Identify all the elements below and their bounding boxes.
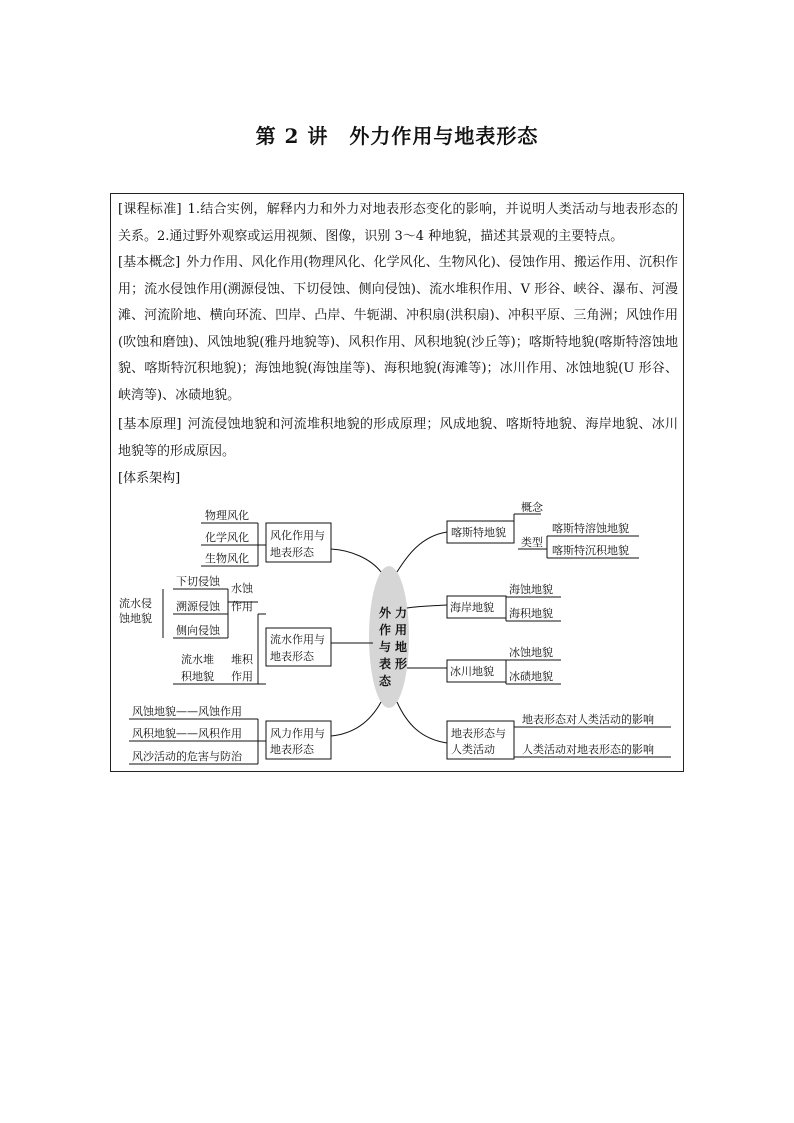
fluvial-erosion-group: 流水侵 — [119, 597, 152, 610]
fluvial-deposit-label: 堆积 — [231, 653, 253, 666]
wind-label: 风力作用与 — [270, 727, 325, 740]
human-item: 地表形态对人类活动的影响 — [522, 713, 654, 726]
principles-text: 河流侵蚀地貌和河流堆积地貌的形成原理；风成地貌、喀斯特地貌、海岸地貌、冰川地貌等的形成原因。 — [118, 417, 678, 459]
fluvial-erosion-item: 溯源侵蚀 — [176, 600, 220, 613]
concepts-tag: [基本概念] — [118, 255, 181, 270]
glacier-item: 冰蚀地貌 — [509, 646, 553, 659]
center-char: 态 — [379, 674, 392, 688]
weathering-item: 生物风化 — [205, 552, 249, 565]
concepts-text: 外力作用、风化作用(物理风化、化学风化、生物风化)、侵蚀作用、搬运作用、沉积作用；流水侵蚀作用(溯源侵蚀、下切侵蚀、侧向侵蚀)、流水堆积作用、V 形谷、峡谷、瀑布、河漫滩、河流阶地、横向环流、凹岸、凸岸、牛轭湖、冲积扇(洪积扇)、冲积平原、三角洲；风蚀作用(吹蚀和磨蚀)、风蚀地貌(雅丹地貌等)、风积作用、风积地貌(沙丘等)；喀斯特地貌(喀斯特溶蚀地貌、喀斯特沉积地貌)；海蚀地貌(海蚀崖等)、海积地貌(海滩等)；冰川作用、冰蚀地貌(U 形谷、峡湾等)、冰碛地貌。 — [118, 255, 678, 403]
center-char: 与 — [379, 640, 392, 654]
fluvial-erosion-label: 作用 — [231, 600, 253, 613]
fluvial-deposit-group: 积地貌 — [181, 670, 214, 683]
fluvial-erosion-group: 蚀地貌 — [119, 612, 152, 625]
connector — [331, 549, 381, 572]
principles-tag: [基本原理] — [118, 417, 182, 432]
fluvial-erosion-item: 侧向侵蚀 — [176, 624, 220, 637]
center-char: 外 — [379, 606, 392, 620]
center-char: 用 — [395, 623, 408, 637]
fluvial-label: 地表形态 — [270, 650, 314, 663]
glacier-label: 冰川地貌 — [450, 665, 494, 678]
glacier-item: 冰碛地貌 — [509, 670, 553, 683]
coast-item: 海积地貌 — [509, 607, 553, 620]
weathering-label: 风化作用与 — [270, 529, 325, 542]
standard-tag: [课程标准] — [118, 202, 182, 217]
fluvial-label: 流水作用与 — [270, 633, 325, 646]
fluvial-deposit-label: 作用 — [231, 670, 253, 683]
content-box — [110, 193, 684, 772]
coast-item: 海蚀地貌 — [509, 583, 553, 596]
connector — [331, 702, 381, 736]
weathering-label: 地表形态 — [270, 546, 314, 559]
karst-label: 喀斯特地貌 — [451, 526, 506, 539]
standard-text: 1.结合实例，解释内力和外力对地表形态变化的影响，并说明人类活动与地表形态的关系。2.通过野外观察或运用视频、图像，识别 3～4 种地貌，描述其景观的主要特点。 — [118, 202, 678, 244]
weathering-item: 物理风化 — [205, 509, 249, 522]
center-char: 地 — [395, 640, 408, 654]
wind-item: 风积地貌——风积作用 — [132, 727, 242, 740]
fluvial-erosion-label: 水蚀 — [231, 582, 253, 595]
weathering-item: 化学风化 — [205, 531, 249, 544]
center-char: 作 — [379, 623, 392, 637]
connector — [397, 702, 447, 743]
center-char: 形 — [395, 657, 408, 671]
page-title: 第 2 讲 外力作用与地表形态 — [255, 124, 539, 148]
connector — [407, 605, 447, 608]
karst-type: 类型 — [521, 536, 543, 549]
karst-item: 喀斯特沉积地貌 — [552, 544, 629, 557]
wind-item: 风蚀地貌——风蚀作用 — [132, 705, 242, 718]
framework-tag: [体系架构] — [118, 471, 181, 486]
karst-concept: 概念 — [521, 501, 543, 514]
center-char: 力 — [395, 606, 408, 620]
human-label: 人类活动 — [451, 743, 495, 756]
connector — [397, 532, 447, 572]
human-item: 人类活动对地表形态的影响 — [522, 743, 654, 756]
karst-item: 喀斯特溶蚀地貌 — [552, 522, 629, 535]
fluvial-deposit-group: 流水堆 — [181, 653, 214, 666]
framework-mindmap — [111, 194, 685, 773]
center-char: 表 — [379, 657, 392, 671]
wind-item: 风沙活动的危害与防治 — [132, 750, 242, 763]
coast-label: 海岸地貌 — [450, 601, 494, 614]
human-label: 地表形态与 — [451, 727, 506, 740]
wind-label: 地表形态 — [270, 743, 314, 756]
fluvial-erosion-item: 下切侵蚀 — [176, 575, 220, 588]
